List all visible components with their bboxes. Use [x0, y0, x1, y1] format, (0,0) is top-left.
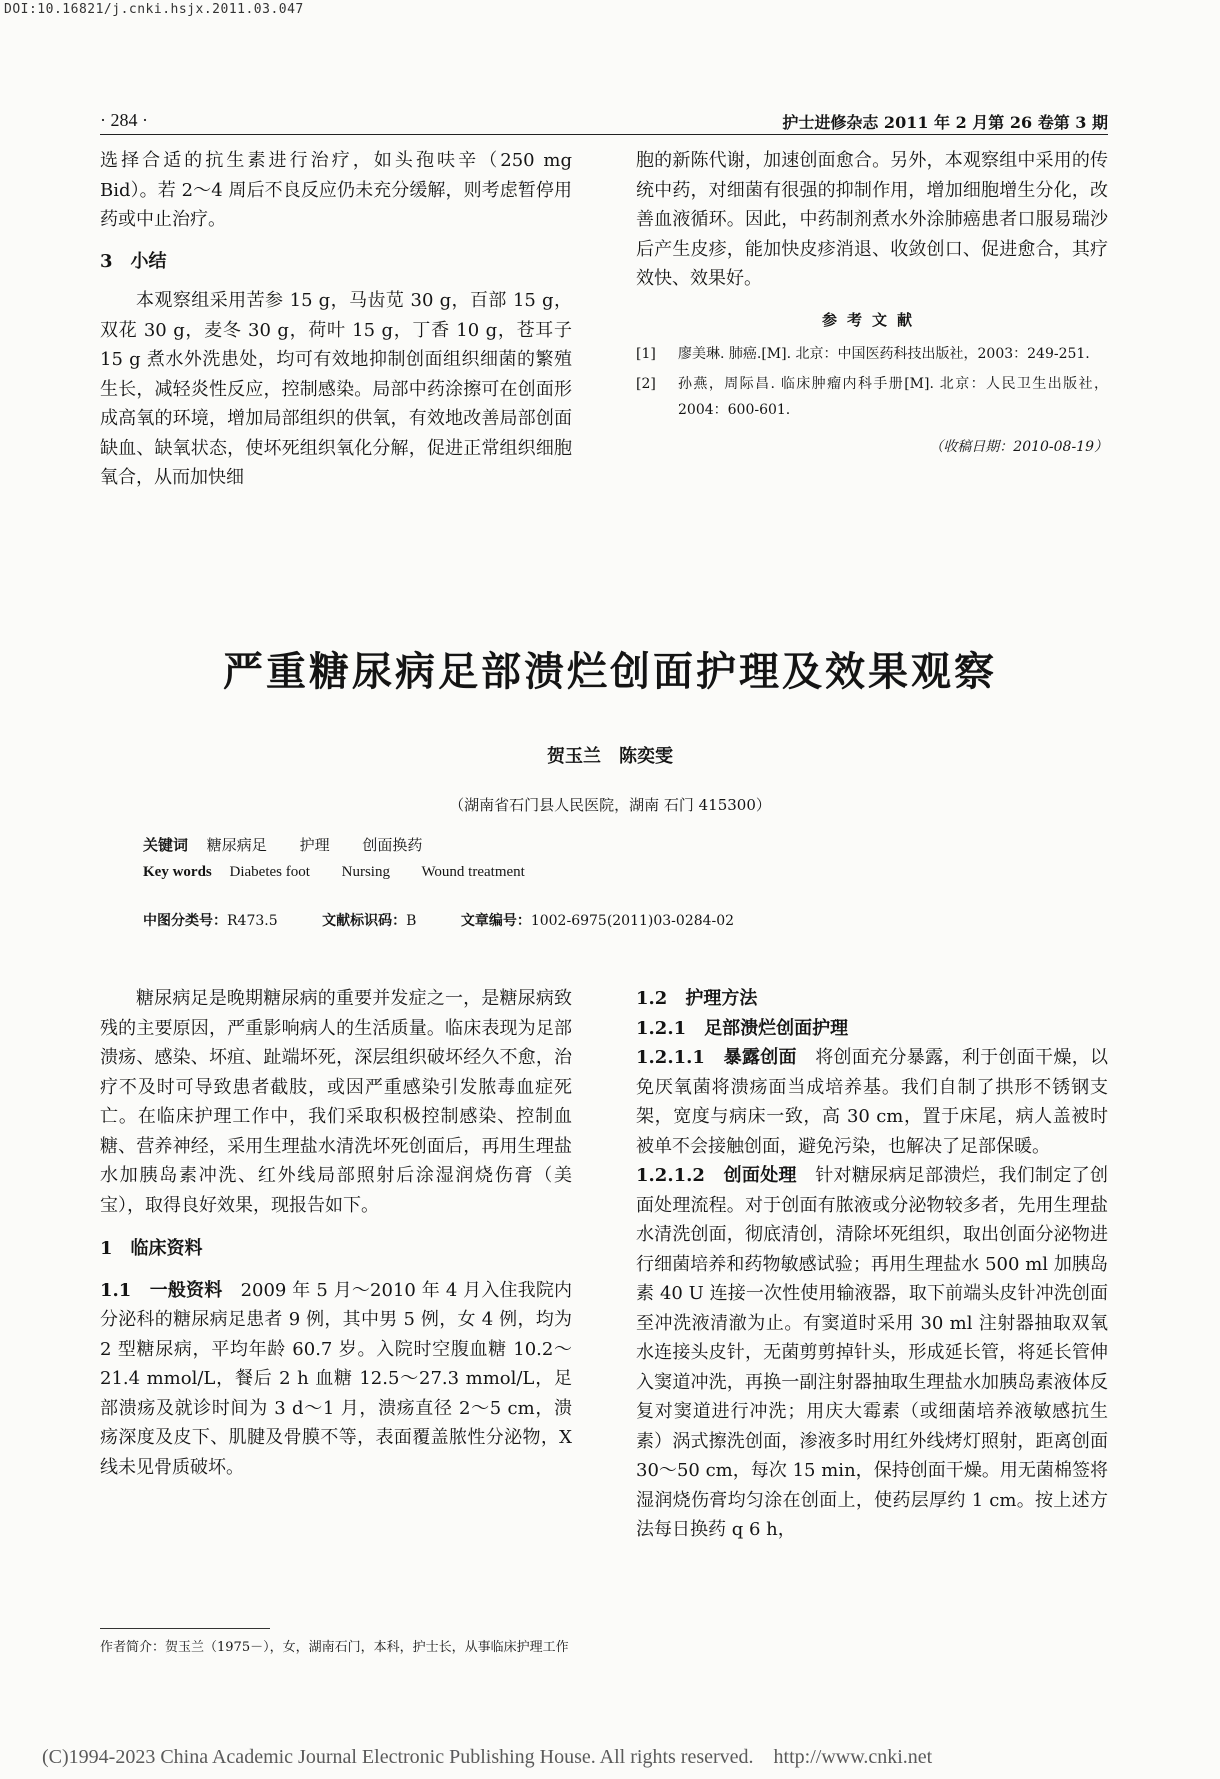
clc-label: 中图分类号： — [143, 913, 227, 929]
prev-article-right-column — [636, 146, 1108, 463]
subsection-text: 2009 年 5 月～2010 年 4 月入住我院内分泌科的糖尿病足患者 9 例，其中男 5 例，女 4 例，均为 2 型糖尿病，平均年龄 60.7 岁。入院时空腹血糖 10.2～21.4 mmol/L，餐后 2 h 血糖 12.5～27.3 mmol/L，足部溃疡及就诊时间为 3 d～1 月，溃疡直径 2～5 cm，溃疡深度及皮下、肌腱及骨膜不等，表面覆盖脓性分泌物，X 线未见骨质破坏。 — [100, 1279, 573, 1478]
header-rule — [100, 134, 1108, 135]
prev-paragraph-3: 胞的新陈代谢，加速创面愈合。另外，本观察组中采用的传统中药，对细菌有很强的抑制作用，增加细胞增生分化，改善血液循环。因此，中药制剂煮水外涂肺癌患者口服易瑞沙后产生皮疹，能加快皮疹消退、收敛创口、促进愈合，其疗效快、效果好。 — [636, 150, 1108, 289]
prev-paragraph-2: 本观察组采用苦参 15 g，马齿苋 30 g，百部 15 g，双花 30 g，麦冬 30 g，荷叶 15 g，丁香 10 g，苍耳子 15 g 煮水外洗患处，均可有效地抑制创面组织细菌的繁殖生长，减轻炎性反应，控制感染。局部中药涂擦可在创面形成高氧的环境，增加局部组织的供氧，有效地改善局部创面缺血、缺氧状态，使坏死组织氧化分解，促进正常组织细胞氧合，从而加快细 — [100, 290, 572, 488]
section-heading-1-2-1: 1.2.1 足部溃烂创面护理 — [636, 1017, 849, 1039]
page-number: · 284 · — [100, 110, 148, 130]
section-heading-1-2: 1.2 护理方法 — [636, 988, 758, 1009]
body-left-column — [100, 984, 572, 1482]
journal-header: 护士进修杂志 2011 年 2 月第 26 卷第 3 期 — [782, 113, 1108, 132]
keyword: Diabetes foot — [229, 864, 310, 880]
article-title: 严重糖尿病足部溃烂创面护理及效果观察 — [223, 648, 997, 695]
keywords-cn-label: 关键词 — [143, 836, 189, 854]
copyright-notice: (C)1994-2023 China Academic Journal Electronic Publishing House. All rights reserved. http://www.cnki.net — [42, 1746, 933, 1768]
article-no-label: 文章编号： — [460, 913, 531, 929]
prev-paragraph-1: 选择合适的抗生素进行治疗，如头孢呋辛（250 mg Bid）。若 2～4 周后不良反应仍未充分缓解，则考虑暂停用药或中止治疗。 — [100, 150, 572, 230]
subsection-text: 针对糖尿病足部溃烂，我们制定了创面处理流程。对于创面有脓液或分泌物较多者，先用生理盐水清洗创面，彻底清创，清除坏死组织，取出创面分泌物进行细菌培养和药物敏感试验；再用生理盐水 500 ml 加胰岛素 40 U 连接一次性使用输液器，取下前端头皮针冲洗创面至冲洗液清澈为止。有窦道时采用 30 ml 注射器抽取双氧水连接头皮针，无菌剪剪掉针头，形成延长管，将延长管伸入窦道冲洗，再换一副注射器抽取生理盐水加胰岛素液体反复对窦道进行冲洗；用庆大霉素（或细菌培养液敏感抗生素）涡式擦洗创面，渗液多时用红外线烤灯照射，距离创面 30～50 cm，每次 15 min，保持创面干燥。用无菌棉签将湿润烧伤膏均匀涂在创面上，使药层厚约 1 cm。按上述方法每日换药 q 6 h， — [636, 1165, 1109, 1540]
reference-text: 孙燕，周际昌. 临床肿瘤内科手册[M]. 北京：人民卫生出版社，2004：600-601. — [678, 376, 1108, 418]
article-affiliation: （湖南省石门县人民医院，湖南 石门 415300） — [449, 796, 771, 814]
doc-code-label: 文献标识码： — [322, 913, 407, 929]
body-right-column — [636, 984, 1108, 1545]
subsection-title: 创面处理 — [723, 1165, 797, 1186]
reference-item — [636, 371, 1108, 423]
keywords-cn — [143, 834, 450, 855]
subsection-number: 1.2.1.2 — [636, 1165, 705, 1186]
subsection-number: 1.1 — [100, 1279, 132, 1301]
keywords-en-label: Key words — [143, 864, 212, 880]
keyword: Nursing — [341, 864, 390, 880]
doi-line: DOI:10.16821/j.cnki.hsjx.2011.03.047 — [4, 2, 304, 17]
references-title: 参考文献 — [821, 310, 922, 329]
keyword: 护理 — [299, 836, 330, 854]
keyword: 创面换药 — [362, 836, 423, 854]
reference-number: [1] — [636, 346, 656, 362]
author-footnote: 作者简介：贺玉兰（1975－），女，湖南石门，本科，护士长，从事临床护理工作 — [100, 1640, 569, 1655]
article-no-value: 1002-6975(2011)03-0284-02 — [530, 913, 735, 929]
reference-text: 廖美琳. 肺癌.[M]. 北京：中国医药科技出版社，2003：249-251. — [678, 346, 1090, 362]
keywords-en — [143, 864, 553, 881]
subsection-number: 1.2.1.1 — [636, 1047, 705, 1068]
section-heading-1: 1 临床资料 — [100, 1238, 203, 1259]
received-date: （收稿日期：2010-08-19） — [929, 439, 1108, 455]
keyword: 糖尿病足 — [206, 836, 267, 854]
doc-code-value: B — [406, 913, 417, 929]
clc-value: R473.5 — [227, 913, 278, 929]
reference-number: [2] — [636, 376, 656, 392]
classification-line — [143, 910, 734, 930]
footnote-rule — [100, 1628, 270, 1629]
prev-article-left-column — [100, 146, 572, 493]
intro-paragraph: 糖尿病足是晚期糖尿病的重要并发症之一，是糖尿病致残的主要原因，严重影响病人的生活质量。临床表现为足部溃疡、感染、坏疽、趾端坏死，深层组织破坏经久不愈，治疗不及时可导致患者截肢，或因严重感染引发脓毒血症死亡。在临床护理工作中，我们采取积极控制感染、控制血糖、营养神经，采用生理盐水清洗坏死创面后，再用生理盐水加胰岛素冲洗、红外线局部照射后涂湿润烧伤膏（美宝），取得良好效果，现报告如下。 — [100, 988, 572, 1216]
keyword: Wound treatment — [421, 864, 525, 880]
subsection-text: 将创面充分暴露，利于创面干燥，以免厌氧菌将溃疡面当成培养基。我们自制了拱形不锈钢支架，宽度与病床一致，高 30 cm，置于床尾，病人盖被时被单不会接触创面，避免污染，也解决了足部保暖。 — [636, 1047, 1109, 1157]
reference-item — [636, 341, 1108, 367]
section-heading-3: 3 小结 — [100, 250, 167, 272]
subsection-title: 暴露创面 — [723, 1047, 797, 1068]
subsection-title: 一般资料 — [149, 1279, 223, 1301]
article-authors: 贺玉兰 陈奕雯 — [547, 746, 673, 767]
